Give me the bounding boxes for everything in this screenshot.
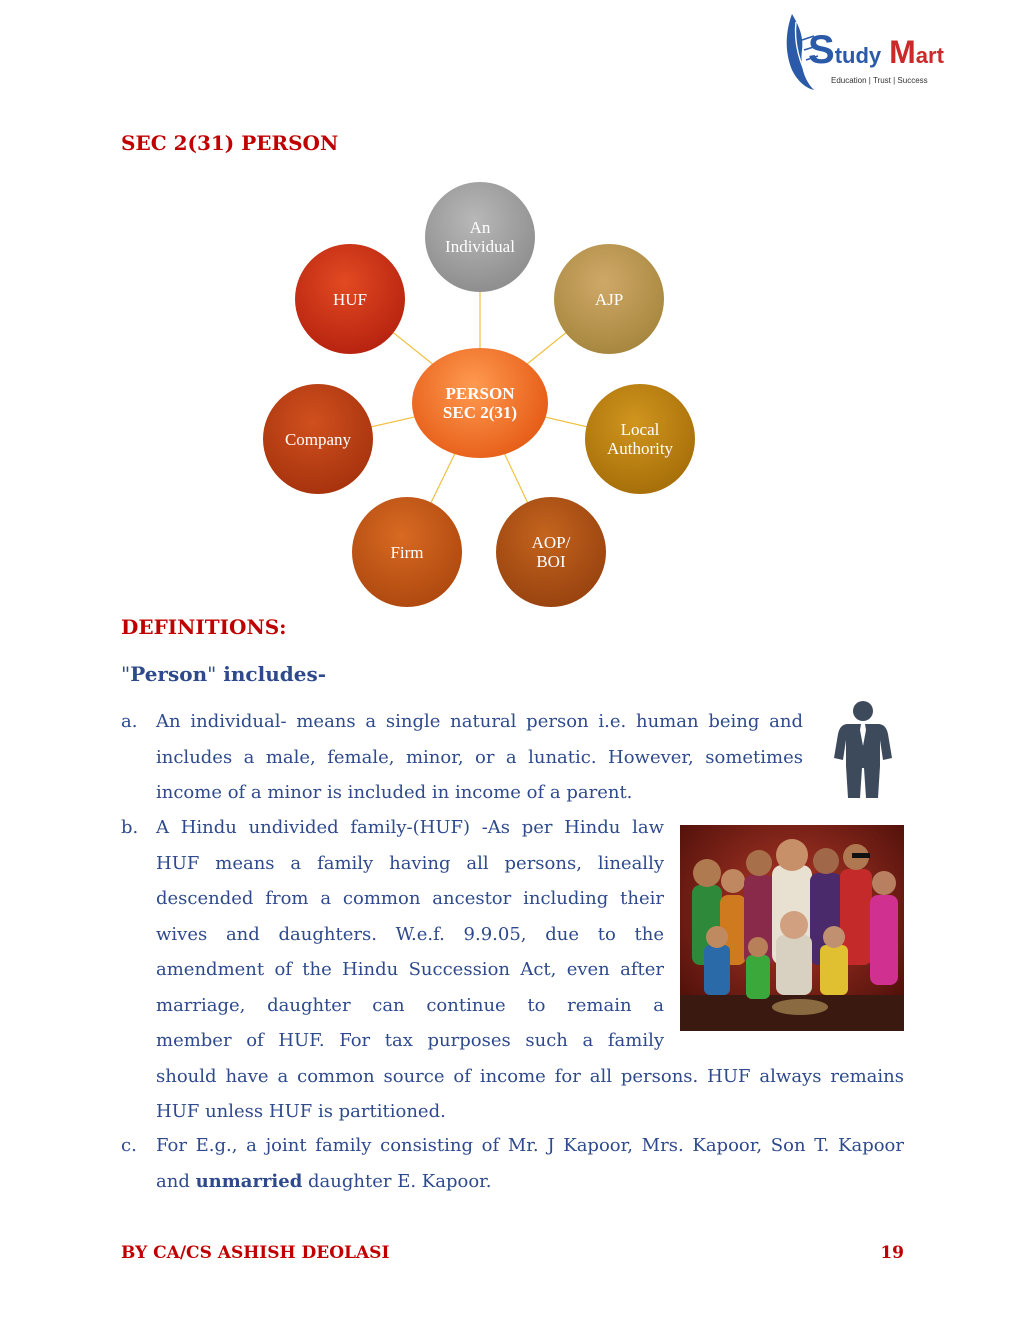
item-a-line: An individual- means a single natural person i.e. human being and [156, 711, 803, 732]
item-letter-c: c. [121, 1135, 137, 1156]
footer-author: BY CA/CS ASHISH DEOLASI [121, 1243, 390, 1263]
item-letter-b: b. [121, 817, 139, 838]
item-b-line: A Hindu undivided family-(HUF) -As per Hindu law [156, 817, 664, 838]
item-b-line: wives and daughters. W.e.f. 9.9.05, due to the [156, 923, 664, 945]
item-text-a [156, 704, 803, 811]
logo-letter-m: M [889, 34, 916, 70]
logo-letter-s: S [808, 28, 835, 72]
item-text-c [156, 1128, 904, 1199]
node-company: Company [263, 384, 373, 494]
item-c-rest: daughter E. Kapoor. [302, 1170, 492, 1192]
item-b-line: HUF unless HUF is partitioned. [156, 1101, 446, 1122]
item-c-line [156, 1164, 904, 1200]
section-heading: SEC 2(31) PERSON [121, 131, 339, 155]
man-icon [828, 700, 898, 800]
family-illustration [680, 825, 904, 1031]
logo-word-art: art [915, 43, 944, 68]
node-firm: Firm [352, 497, 462, 607]
person-intro-rest: includes- [216, 662, 326, 686]
person-diagram [255, 180, 705, 610]
item-c-unmarried: unmarried [195, 1170, 303, 1192]
node-ajp: AJP [554, 244, 664, 354]
definitions-heading: DEFINITIONS: [121, 615, 287, 639]
item-b-line: amendment of the Hindu Succession Act, even after [156, 959, 664, 980]
item-b-line: descended from a common ancestor including their [156, 888, 664, 909]
person-close-quote: " [207, 662, 217, 686]
item-b-line: should have a common source of income for all persons. HUF always remains [156, 1065, 904, 1087]
item-c-line: For E.g., a joint family consisting of Mr. J Kapoor, Mrs. Kapoor, Son T. Kapoor [156, 1135, 904, 1156]
node-aop-boi: AOP/ BOI [496, 497, 606, 607]
item-a-line: includes a male, female, minor, or a lunatic. However, sometimes [156, 746, 803, 768]
logo-tagline: Education | Trust | Success [831, 76, 928, 85]
item-letter-a: a. [121, 711, 138, 732]
logo-word-tudy: tudy [834, 43, 882, 68]
person-intro [121, 662, 326, 686]
person-word: Person [130, 662, 208, 686]
node-individual: An Individual [425, 182, 535, 292]
item-b-line: marriage, daughter can continue to remain a [156, 994, 664, 1016]
page-number: 19 [880, 1243, 904, 1263]
item-b-line: HUF means a family having all persons, lineally [156, 852, 664, 874]
item-a-line: income of a minor is included in income of a parent. [156, 782, 633, 803]
person-open-quote: " [121, 662, 131, 686]
item-b-line: member of HUF. For tax purposes such a family [156, 1030, 664, 1051]
center-node-person: PERSON SEC 2(31) [412, 348, 548, 458]
logo-wordmark [808, 28, 944, 73]
study-mart-logo [784, 10, 964, 92]
node-huf: HUF [295, 244, 405, 354]
item-c-and: and [156, 1170, 196, 1192]
node-local-authority: Local Authority [585, 384, 695, 494]
